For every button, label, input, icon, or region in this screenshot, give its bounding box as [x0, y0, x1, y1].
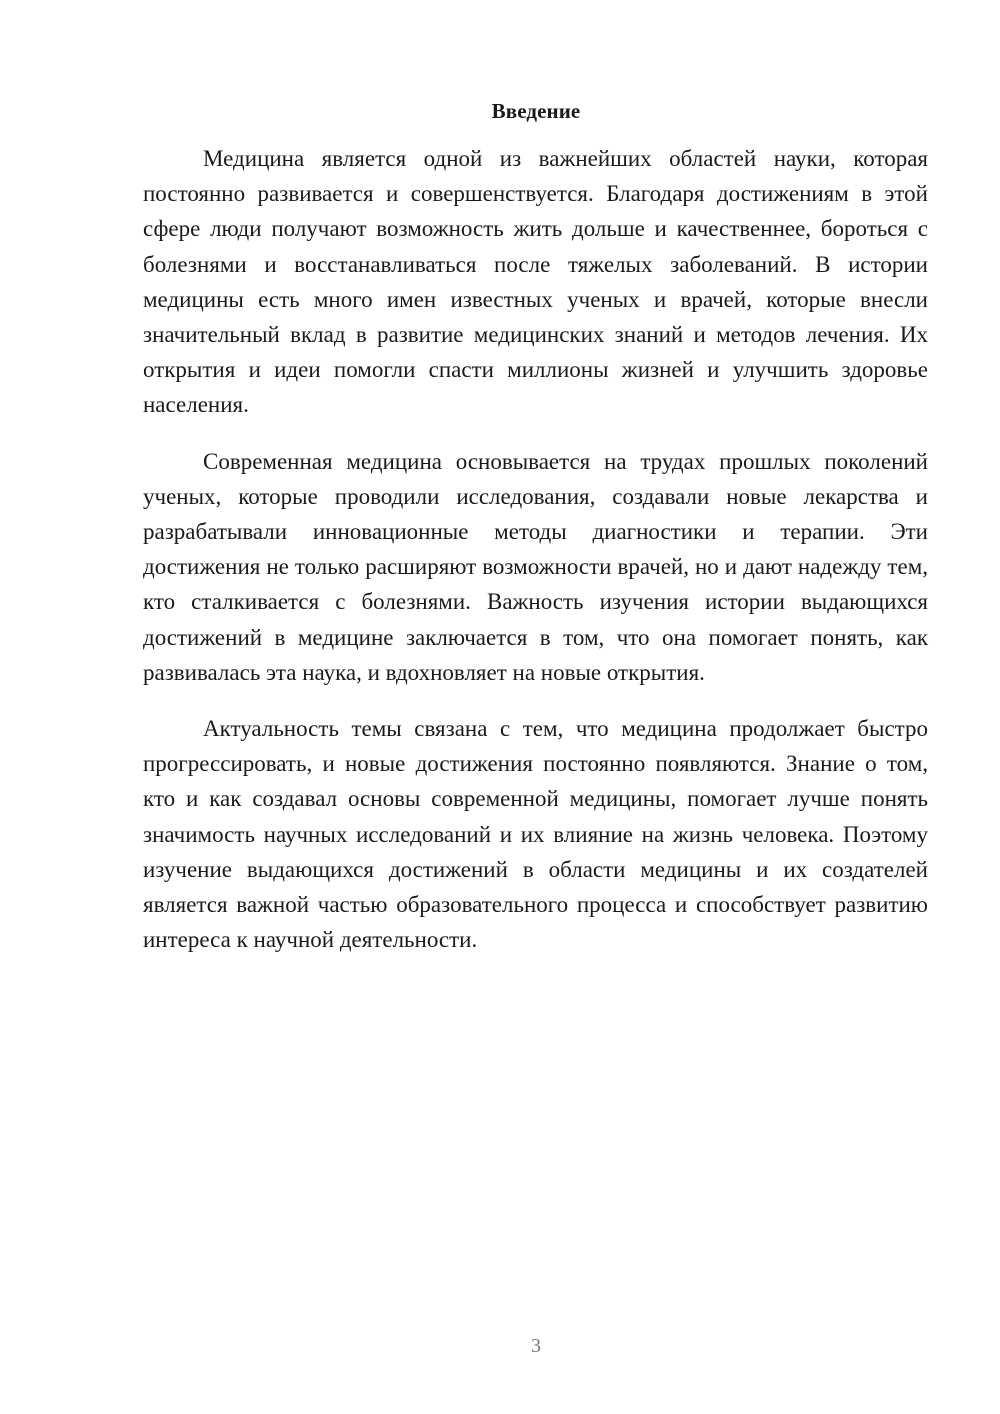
page-number: 3 [531, 1335, 541, 1357]
body-text [143, 141, 928, 957]
paragraph-1: Медицина является одной из важнейших областей науки, которая постоянно развивается и совершенствуется. Благодаря достижениям в этой сфере люди получают возможность жить дольше и качественнее, бороться с болезнями и восстанавливаться после тяжелых заболеваний. В истории медицины есть много имен известных ученых и врачей, которые внесли значительный вклад в развитие медицинских знаний и методов лечения. Их открытия и идеи помогли спасти миллионы жизней и улучшить здоровье населения. [143, 146, 928, 418]
paragraph-2: Современная медицина основывается на трудах прошлых поколений ученых, которые проводили исследования, создавали новые лекарства и разрабатывали инновационные методы диагностики и терапии. Эти достижения не только расширяют возможности врачей, но и дают надежду тем, кто сталкивается с болезнями. Важность изучения истории выдающихся достижений в медицине заключается в том, что она помогает понять, как развивалась эта наука, и вдохновляет на новые открытия. [143, 448, 928, 685]
section-heading: Введение [491, 99, 581, 123]
paragraph-3: Актуальность темы связана с тем, что медицина продолжает быстро прогрессировать, и новые достижения постоянно появляются. Знание о том, кто и как создавал основы современной медицины, помогает лучше понять значимость научных исследований и их влияние на жизнь человека. Поэтому изучение выдающихся достижений в области медицины и их создателей является важной частью образовательного процесса и способствует развитию интереса к научной деятельности. [143, 716, 928, 953]
